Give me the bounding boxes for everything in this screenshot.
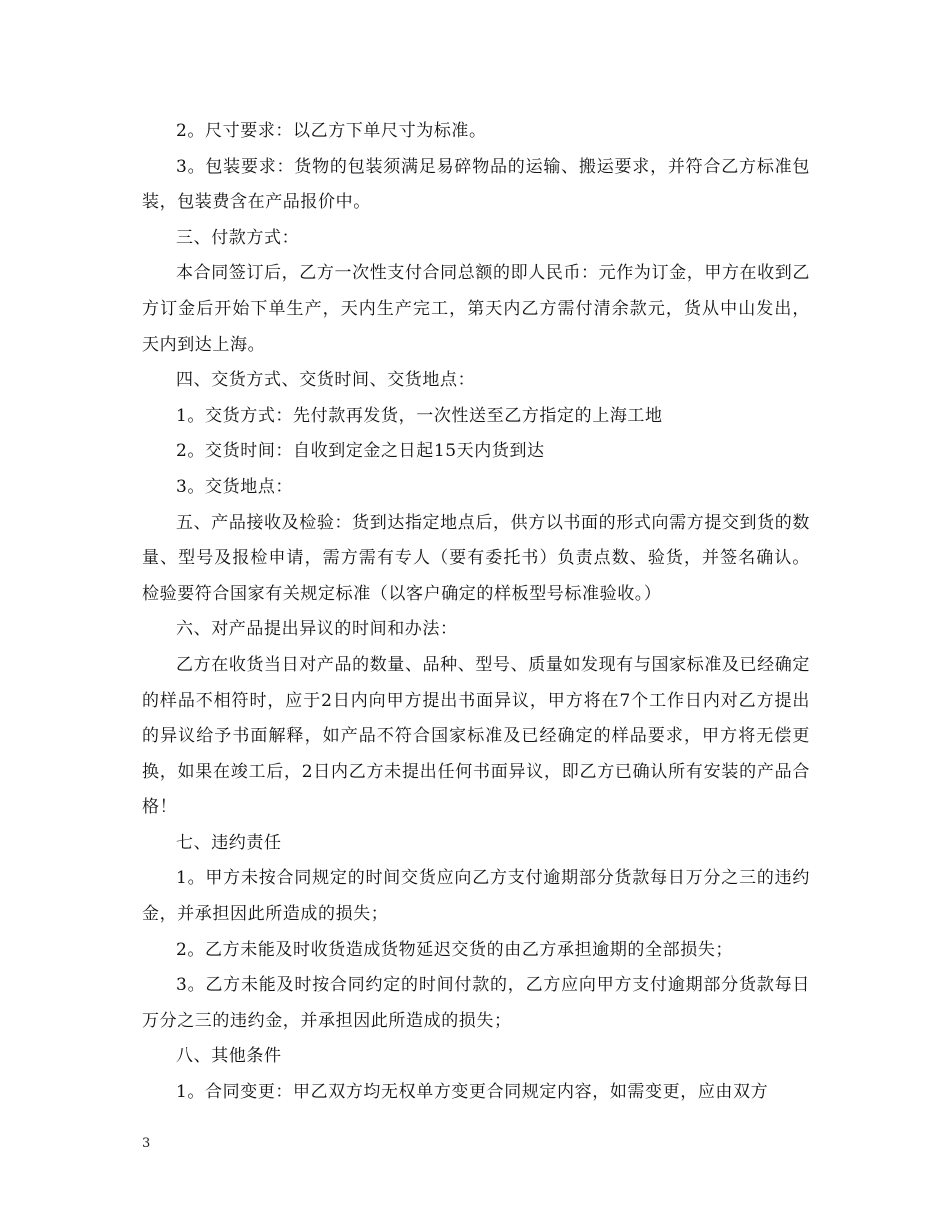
paragraph-size-requirement: 2。尺寸要求：以乙方下单尺寸为标准。 — [176, 121, 487, 141]
heading-payment-method: 三、付款方式： — [176, 227, 300, 248]
paragraph-breach-receipt-delay: 2。乙方未能及时收货造成货物延迟交货的由乙方承担逾期的全部损失； — [176, 939, 734, 960]
document-body — [142, 114, 810, 1111]
paragraph-payment-terms: 本合同签订后，乙方一次性支付合同总额的即人民币：元作为订金，甲方在收到乙方订金后开始下单生产，天内生产完工，第天内乙方需付清余款元，货从中山发出，天内到达上海。 — [142, 263, 810, 355]
paragraph-breach-payment-delay: 3。乙方未能及时按合同约定的时间付款的，乙方应向甲方支付逾期部分货款每日万分之三的违约金，并承担因此所造成的损失； — [142, 975, 810, 1031]
heading-objections: 六、对产品提出异议的时间和办法： — [176, 619, 458, 640]
paragraph-receipt-inspection: 五、产品接收及检验：货到达指定地点后，供方以书面的形式向需方提交到货的数量、型号及报检申请，需方需有专人（要有委托书）负责点数、验货，并签名确认。检验要符合国家有关规定标准（以客户确定的样板型号标准验收。） — [142, 512, 810, 604]
paragraph-contract-change: 1。合同变更：甲乙双方均无权单方变更合同规定内容，如需变更，应由双方 — [176, 1082, 769, 1103]
paragraph-breach-party-a: 1。甲方未按合同规定的时间交货应向乙方支付逾期部分货款每日万分之三的违约金，并承担因此所造成的损失； — [142, 868, 810, 925]
heading-breach-liability: 七、违约责任 — [176, 832, 282, 853]
paragraph-delivery-time: 2。交货时间：自收到定金之日起15天内货到达 — [176, 441, 545, 462]
heading-delivery: 四、交货方式、交货时间、交货地点： — [176, 370, 476, 391]
paragraph-delivery-location: 3。交货地点： — [176, 476, 294, 497]
page-number: 3 — [142, 1136, 151, 1151]
paragraph-objection-terms: 乙方在收货当日对产品的数量、品种、型号、质量如发现有与国家标准及已经确定的样品不相符时，应于2日内向甲方提出书面异议，甲方将在7个工作日内对乙方提出的异议给予书面解释，如产品不符合国家标准及已经确定的样品要求，甲方将无偿更换，如果在竣工后，2日内乙方未提出任何书面异议，即乙方已确认所有安装的产品合格！ — [142, 654, 810, 818]
paragraph-packaging-requirement: 3。包装要求：货物的包装须满足易碎物品的运输、搬运要求，并符合乙方标准包装，包装费含在产品报价中。 — [142, 156, 810, 213]
heading-other-conditions: 八、其他条件 — [176, 1046, 282, 1067]
paragraph-delivery-method: 1。交货方式：先付款再发货，一次性送至乙方指定的上海工地 — [176, 405, 663, 426]
